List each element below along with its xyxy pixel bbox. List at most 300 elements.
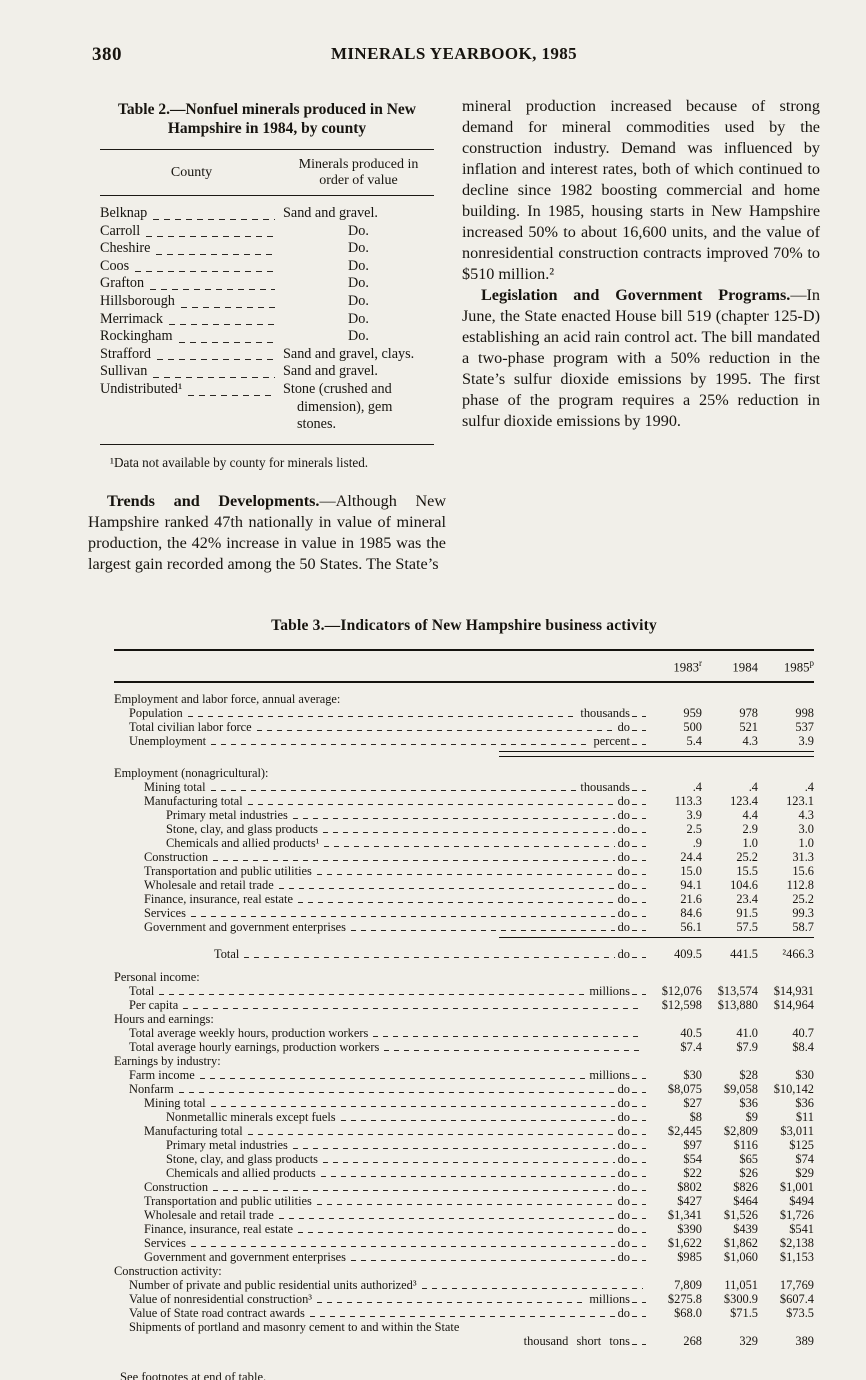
leader-dashes — [632, 1246, 646, 1247]
row-label: Chemicals and allied products¹ — [166, 835, 320, 850]
value-1983: $985 — [677, 1249, 702, 1264]
leader-dashes — [632, 930, 646, 931]
value-1984: $439 — [733, 1221, 758, 1236]
row-unit: do — [617, 863, 630, 878]
row-label: Primary metal industries — [166, 1137, 288, 1152]
leader-dashes — [211, 744, 590, 745]
value-1984: $65 — [739, 1151, 758, 1166]
leader-dashes — [298, 1232, 615, 1233]
value-1983: .9 — [692, 835, 702, 850]
value-1985: $541 — [789, 1221, 814, 1236]
body-paragraph: mineral production increased because of strong demand for mineral commodities used by the construction industry. Demand was influenced by inflation and interest rates, both of which continued to decline since 1982 boosting commercial and home building. In 1985, housing starts in New Hampshire increased 50% to about 16,600 units, and the value of nonresidential construction contracts improved 70% to $510 million.² — [462, 97, 820, 283]
leader-dashes — [135, 271, 275, 272]
value-1983: $275.8 — [667, 1291, 702, 1306]
table3-row — [114, 1278, 814, 1292]
value-1984: 11,051 — [724, 1277, 758, 1292]
row-unit: do — [617, 891, 630, 906]
leader-dashes — [317, 1204, 615, 1205]
table3-row — [114, 1194, 814, 1208]
county-name: Rockingham — [100, 328, 173, 345]
leader-dashes — [373, 1036, 643, 1037]
value-1983: 113.3 — [674, 793, 702, 808]
value-1985: 4.3 — [798, 807, 814, 822]
value-1984: 4.4 — [742, 807, 758, 822]
county-cell — [100, 293, 283, 311]
page-header — [88, 44, 820, 70]
table3-row — [114, 1208, 814, 1222]
leader-dashes — [632, 874, 646, 875]
table3-row — [114, 1180, 814, 1194]
table3-row — [114, 1054, 814, 1068]
value-1983: $390 — [677, 1221, 702, 1236]
table3-row — [114, 1012, 814, 1026]
row-label: Manufacturing total — [144, 1123, 243, 1138]
value-1984: 329 — [739, 1333, 758, 1348]
value-1985: $1,001 — [779, 1179, 814, 1194]
leader-dashes — [632, 1120, 646, 1121]
row-unit: thousands — [580, 706, 630, 721]
leader-dashes — [632, 1176, 646, 1177]
row-unit: do — [617, 877, 630, 892]
value-1983: 2.5 — [686, 821, 702, 836]
row-label: Total — [214, 946, 240, 961]
leader-dashes — [632, 994, 646, 995]
leader-dashes — [632, 1204, 646, 1205]
table2-row — [100, 293, 434, 311]
row-unit: do — [617, 1193, 630, 1208]
value-1984: $9 — [745, 1109, 758, 1124]
row-label: Primary metal industries — [166, 807, 288, 822]
leader-dashes — [191, 916, 615, 917]
value-1984: $36 — [739, 1095, 758, 1110]
table3-row — [114, 836, 814, 850]
leader-dashes — [632, 790, 646, 791]
leader-dashes — [213, 1190, 615, 1191]
leader-dashes — [279, 888, 615, 889]
leader-dashes — [351, 1260, 615, 1261]
county-name: Coos — [100, 257, 130, 274]
table3-row — [114, 1096, 814, 1110]
table2-row — [100, 240, 434, 258]
county-name: Undistributed¹ — [100, 381, 183, 398]
leader-dashes — [632, 818, 646, 819]
value-1985: $607.4 — [779, 1291, 814, 1306]
value-1984: $28 — [739, 1067, 758, 1082]
county-cell — [100, 275, 283, 293]
trends-paragraph — [88, 491, 446, 575]
page-number: 380 — [92, 44, 122, 65]
row-unit: do — [617, 1151, 630, 1166]
row-unit: do — [617, 807, 630, 822]
legislation-paragraph — [462, 285, 820, 432]
section-label: Employment (nonagricultural): — [114, 765, 269, 780]
minerals-cell: Do. — [348, 310, 369, 327]
table2-header-row — [100, 150, 434, 196]
row-unit: percent — [593, 734, 630, 749]
table2-row — [100, 328, 434, 346]
leader-dashes — [632, 860, 646, 861]
county-name: Cheshire — [100, 240, 151, 257]
value-1983: 3.9 — [686, 807, 702, 822]
minerals-cell: Do. — [348, 240, 369, 257]
value-1983: $8 — [689, 1109, 702, 1124]
section-label: Employment and labor force, annual average: — [114, 692, 341, 707]
row-label: Transportation and public utilities — [144, 1193, 312, 1208]
row-unit: do — [617, 849, 630, 864]
value-1983: $8,075 — [667, 1081, 702, 1096]
value-1983: $97 — [683, 1137, 702, 1152]
row-label: Shipments of portland and masonry cement to and within the State — [129, 1319, 460, 1334]
table3-row — [114, 1124, 814, 1138]
row-label: Total — [129, 983, 155, 998]
row-unit: millions — [589, 1291, 630, 1306]
value-1985: $1,726 — [779, 1207, 814, 1222]
value-1983: $27 — [683, 1095, 702, 1110]
minerals-cell: Sand and gravel. — [283, 204, 378, 221]
value-1985: 389 — [795, 1333, 814, 1348]
leader-dashes — [632, 1302, 646, 1303]
value-1983: 94.1 — [680, 877, 702, 892]
table3-row — [114, 1068, 814, 1082]
row-label: Stone, clay, and glass products — [166, 821, 318, 836]
table2-row — [100, 311, 434, 329]
value-1983: $1,341 — [667, 1207, 702, 1222]
leader-dashes — [632, 1260, 646, 1261]
value-1983: $7.4 — [680, 1039, 702, 1054]
value-1985: 58.7 — [792, 919, 814, 934]
value-1984: $1,060 — [723, 1249, 758, 1264]
table2-row — [100, 223, 434, 241]
leader-dashes — [179, 1092, 615, 1093]
table2-row — [100, 346, 434, 364]
county-cell — [100, 328, 283, 346]
county-cell — [100, 223, 283, 241]
table3-row — [114, 1292, 814, 1306]
leader-dashes — [213, 860, 615, 861]
row-unit: do — [617, 1305, 630, 1320]
table3-row — [114, 984, 814, 998]
value-1985: $73.5 — [786, 1305, 814, 1320]
leader-dashes — [156, 254, 275, 255]
row-label: Unemployment — [129, 734, 207, 749]
table3-row — [114, 822, 814, 836]
table2-col-header-county: County — [170, 164, 213, 180]
row-unit: do — [617, 1221, 630, 1236]
value-1983: $68.0 — [674, 1305, 702, 1320]
value-1984: 25.2 — [736, 849, 758, 864]
year-label: 1985 — [783, 660, 810, 675]
table2-body — [100, 196, 434, 434]
value-1984: 57.5 — [736, 919, 758, 934]
two-column-section — [88, 96, 820, 575]
leader-dashes — [632, 1148, 646, 1149]
row-unit: do — [617, 835, 630, 850]
value-1983: $2,445 — [667, 1123, 702, 1138]
value-1984: $300.9 — [723, 1291, 758, 1306]
value-1984: 123.4 — [730, 793, 758, 808]
county-name: Grafton — [100, 275, 145, 292]
value-1985: 25.2 — [792, 891, 814, 906]
table3-row — [114, 906, 814, 920]
legislation-text: —In June, the State enacted House bill 519 (chapter 125-D) establishing an acid rain control act. The bill mandated a two-phase program with a 50% reduction in the State’s sulfur dioxide emissions by 1995. The first phase of the program requires a 25% reduction in sulfur dioxide emissions by 1990. — [462, 286, 820, 430]
county-name: Carroll — [100, 222, 141, 239]
value-1985: 99.3 — [792, 905, 814, 920]
row-unit: do — [617, 946, 630, 961]
value-1985: $36 — [795, 1095, 814, 1110]
row-unit: do — [617, 1137, 630, 1152]
value-1983: $12,598 — [661, 997, 702, 1012]
leader-dashes — [317, 1302, 586, 1303]
leader-dashes — [632, 1092, 646, 1093]
value-1983: $1,622 — [667, 1235, 702, 1250]
value-1984: 41.0 — [736, 1025, 758, 1040]
value-1983: 40.5 — [680, 1025, 702, 1040]
table3-header-row — [114, 649, 814, 683]
value-1984: $1,526 — [723, 1207, 758, 1222]
table3-row — [114, 1264, 814, 1278]
county-name: Strafford — [100, 345, 151, 362]
minerals-cell: Do. — [348, 222, 369, 239]
table3 — [114, 617, 814, 1380]
right-column — [462, 96, 820, 575]
leader-dashes — [248, 804, 615, 805]
leader-dashes — [632, 957, 646, 958]
leader-dashes — [157, 359, 275, 360]
leader-dashes — [632, 902, 646, 903]
value-1984: .4 — [748, 779, 758, 794]
value-1984: 23.4 — [736, 891, 758, 906]
table3-row — [114, 808, 814, 822]
value-1984: 1.0 — [742, 835, 758, 850]
revision-superscript: p — [809, 657, 814, 668]
value-1984: $2,809 — [723, 1123, 758, 1138]
table3-row — [114, 1320, 814, 1334]
county-cell — [100, 346, 283, 364]
table3-row — [114, 1250, 814, 1264]
value-1985: $74 — [795, 1151, 814, 1166]
leader-dashes — [188, 716, 578, 717]
row-label: Value of State road contract awards — [129, 1305, 305, 1320]
value-1984: 4.3 — [742, 734, 758, 749]
table3-row — [114, 892, 814, 906]
leader-dashes — [632, 1134, 646, 1135]
value-1983: 21.6 — [680, 891, 702, 906]
table3-row — [114, 706, 814, 720]
table2-title: Table 2.—Nonfuel minerals produced in New Hampshire in 1984, by county — [118, 101, 416, 138]
value-1985: $8.4 — [792, 1039, 814, 1054]
table2-row — [100, 258, 434, 276]
value-1985: $125 — [789, 1137, 814, 1152]
row-label: Mining total — [144, 779, 206, 794]
leader-dashes — [384, 1050, 643, 1051]
leader-dashes — [422, 1288, 643, 1289]
table2-row — [100, 381, 434, 434]
row-unit: do — [617, 1235, 630, 1250]
county-cell — [100, 205, 283, 223]
leader-dashes — [632, 730, 646, 731]
leader-dashes — [632, 1078, 646, 1079]
leader-dashes — [632, 1106, 646, 1107]
value-1983: 409.5 — [674, 946, 702, 961]
value-1984: 104.6 — [730, 877, 758, 892]
table3-title: Table 3.—Indicators of New Hampshire business activity — [271, 616, 657, 634]
leader-dashes — [632, 804, 646, 805]
revision-superscript: r — [699, 657, 702, 668]
row-unit: do — [617, 1081, 630, 1096]
row-label: Farm income — [129, 1067, 195, 1082]
row-label: Total average weekly hours, production workers — [129, 1025, 369, 1040]
county-name: Hillsborough — [100, 292, 175, 309]
table3-row — [114, 1166, 814, 1180]
leader-dashes — [153, 377, 275, 378]
row-label: Value of nonresidential construction³ — [129, 1291, 312, 1306]
value-1984: $464 — [733, 1193, 758, 1208]
row-label: Population — [129, 706, 183, 721]
table3-row — [114, 920, 814, 934]
row-label: Manufacturing total — [144, 793, 243, 808]
table3-rows — [114, 692, 814, 1348]
value-1985: 31.3 — [792, 849, 814, 864]
leader-dashes — [632, 1316, 646, 1317]
value-1984: $9,058 — [723, 1081, 758, 1096]
county-cell — [100, 311, 283, 329]
table2-col-header-minerals: Minerals produced in order of value — [298, 156, 419, 188]
leader-dashes — [632, 832, 646, 833]
table3-row — [114, 998, 814, 1012]
minerals-cell: Do. — [348, 292, 369, 309]
row-unit: do — [617, 1109, 630, 1124]
value-1985: $14,931 — [773, 983, 814, 998]
value-1984: $1,862 — [723, 1235, 758, 1250]
leader-dashes — [257, 730, 615, 731]
value-1984: $826 — [733, 1179, 758, 1194]
row-label: Finance, insurance, real estate — [144, 891, 293, 906]
table3-row — [114, 947, 814, 961]
row-label: Construction — [144, 849, 209, 864]
value-1985: 1.0 — [798, 835, 814, 850]
row-label: Government and government enterprises — [144, 919, 346, 934]
trends-heading: Trends and Developments. — [107, 491, 320, 510]
row-unit: do — [617, 1207, 630, 1222]
row-unit: millions — [589, 983, 630, 998]
leader-dashes — [183, 1008, 643, 1009]
leader-dashes — [191, 1246, 615, 1247]
value-1984: $13,574 — [717, 983, 758, 998]
leader-dashes — [321, 1176, 615, 1177]
value-1984: 441.5 — [730, 946, 758, 961]
county-cell — [100, 363, 283, 381]
value-1983: $54 — [683, 1151, 702, 1166]
value-1984: $71.5 — [730, 1305, 758, 1320]
table2-row — [100, 363, 434, 381]
leader-dashes — [248, 1134, 615, 1135]
leader-dashes — [324, 846, 614, 847]
table3-row — [114, 1236, 814, 1250]
section-label: Earnings by industry: — [114, 1053, 221, 1068]
leader-dashes — [153, 219, 275, 220]
row-unit: do — [617, 793, 630, 808]
leader-dashes — [211, 1106, 615, 1107]
leader-dashes — [200, 1078, 587, 1079]
leader-dashes — [351, 930, 615, 931]
table3-row — [114, 766, 814, 780]
row-label: Wholesale and retail trade — [144, 877, 274, 892]
value-1985: 998 — [795, 706, 814, 721]
value-1985: $10,142 — [773, 1081, 814, 1096]
value-1983: 5.4 — [686, 734, 702, 749]
value-1985: .4 — [804, 779, 814, 794]
value-1984: $13,880 — [717, 997, 758, 1012]
leader-dashes — [632, 888, 646, 889]
table3-row — [114, 878, 814, 892]
county-name: Merrimack — [100, 310, 164, 327]
row-label: Chemicals and allied products — [166, 1165, 316, 1180]
table3-row — [114, 1222, 814, 1236]
row-label: Mining total — [144, 1095, 206, 1110]
table3-row — [114, 720, 814, 734]
row-unit: do — [617, 821, 630, 836]
value-1985: 3.9 — [798, 734, 814, 749]
table3-row — [114, 794, 814, 808]
value-1985: $29 — [795, 1165, 814, 1180]
minerals-cell: Stone (crushed and dimension), gem stones. — [283, 381, 393, 433]
leader-dashes — [632, 744, 646, 745]
table3-row — [114, 1306, 814, 1320]
leader-dashes — [211, 790, 578, 791]
section-label: Construction activity: — [114, 1263, 222, 1278]
value-1983: 268 — [683, 1333, 702, 1348]
leader-dashes — [146, 236, 275, 237]
leader-dashes — [159, 994, 586, 995]
section-label: Personal income: — [114, 969, 200, 984]
value-1984: $116 — [733, 1137, 758, 1152]
value-1983: 959 — [683, 706, 702, 721]
table3-row — [114, 780, 814, 794]
county-name: Belknap — [100, 204, 148, 221]
leader-dashes — [632, 1232, 646, 1233]
left-column — [88, 96, 446, 575]
value-1984: 15.5 — [736, 863, 758, 878]
year-label: 1983 — [673, 660, 699, 675]
row-unit: do — [617, 1179, 630, 1194]
leader-dashes — [341, 1120, 615, 1121]
value-1983: 7,809 — [674, 1277, 702, 1292]
leader-dashes — [298, 902, 615, 903]
row-label: Wholesale and retail trade — [144, 1207, 274, 1222]
value-1985: $14,964 — [773, 997, 814, 1012]
value-1985: 537 — [795, 720, 814, 735]
value-1984: $7.9 — [736, 1039, 758, 1054]
trends-text: —Although New Hampshire ranked 47th nationally in value of mineral production, the 42% increase in value in 1985 was the largest gain recorded among the 50 States. The State’s — [88, 491, 447, 573]
value-1983: $30 — [683, 1067, 702, 1082]
county-name: Sullivan — [100, 363, 148, 380]
row-label: Services — [144, 1235, 186, 1250]
county-cell — [100, 240, 283, 258]
year-label: 1984 — [732, 660, 758, 675]
value-1983: $12,076 — [661, 983, 702, 998]
value-1984: 91.5 — [736, 905, 758, 920]
leader-dashes — [323, 1162, 615, 1163]
leader-dashes — [279, 1218, 615, 1219]
minerals-cell: Do. — [348, 328, 369, 345]
value-1983: 84.6 — [680, 905, 702, 920]
row-label: Per capita — [129, 997, 179, 1012]
row-unit: millions — [589, 1067, 630, 1082]
leader-dashes — [179, 342, 275, 343]
leader-dashes — [169, 324, 275, 325]
leader-dashes — [632, 716, 646, 717]
table2-row — [100, 275, 434, 293]
